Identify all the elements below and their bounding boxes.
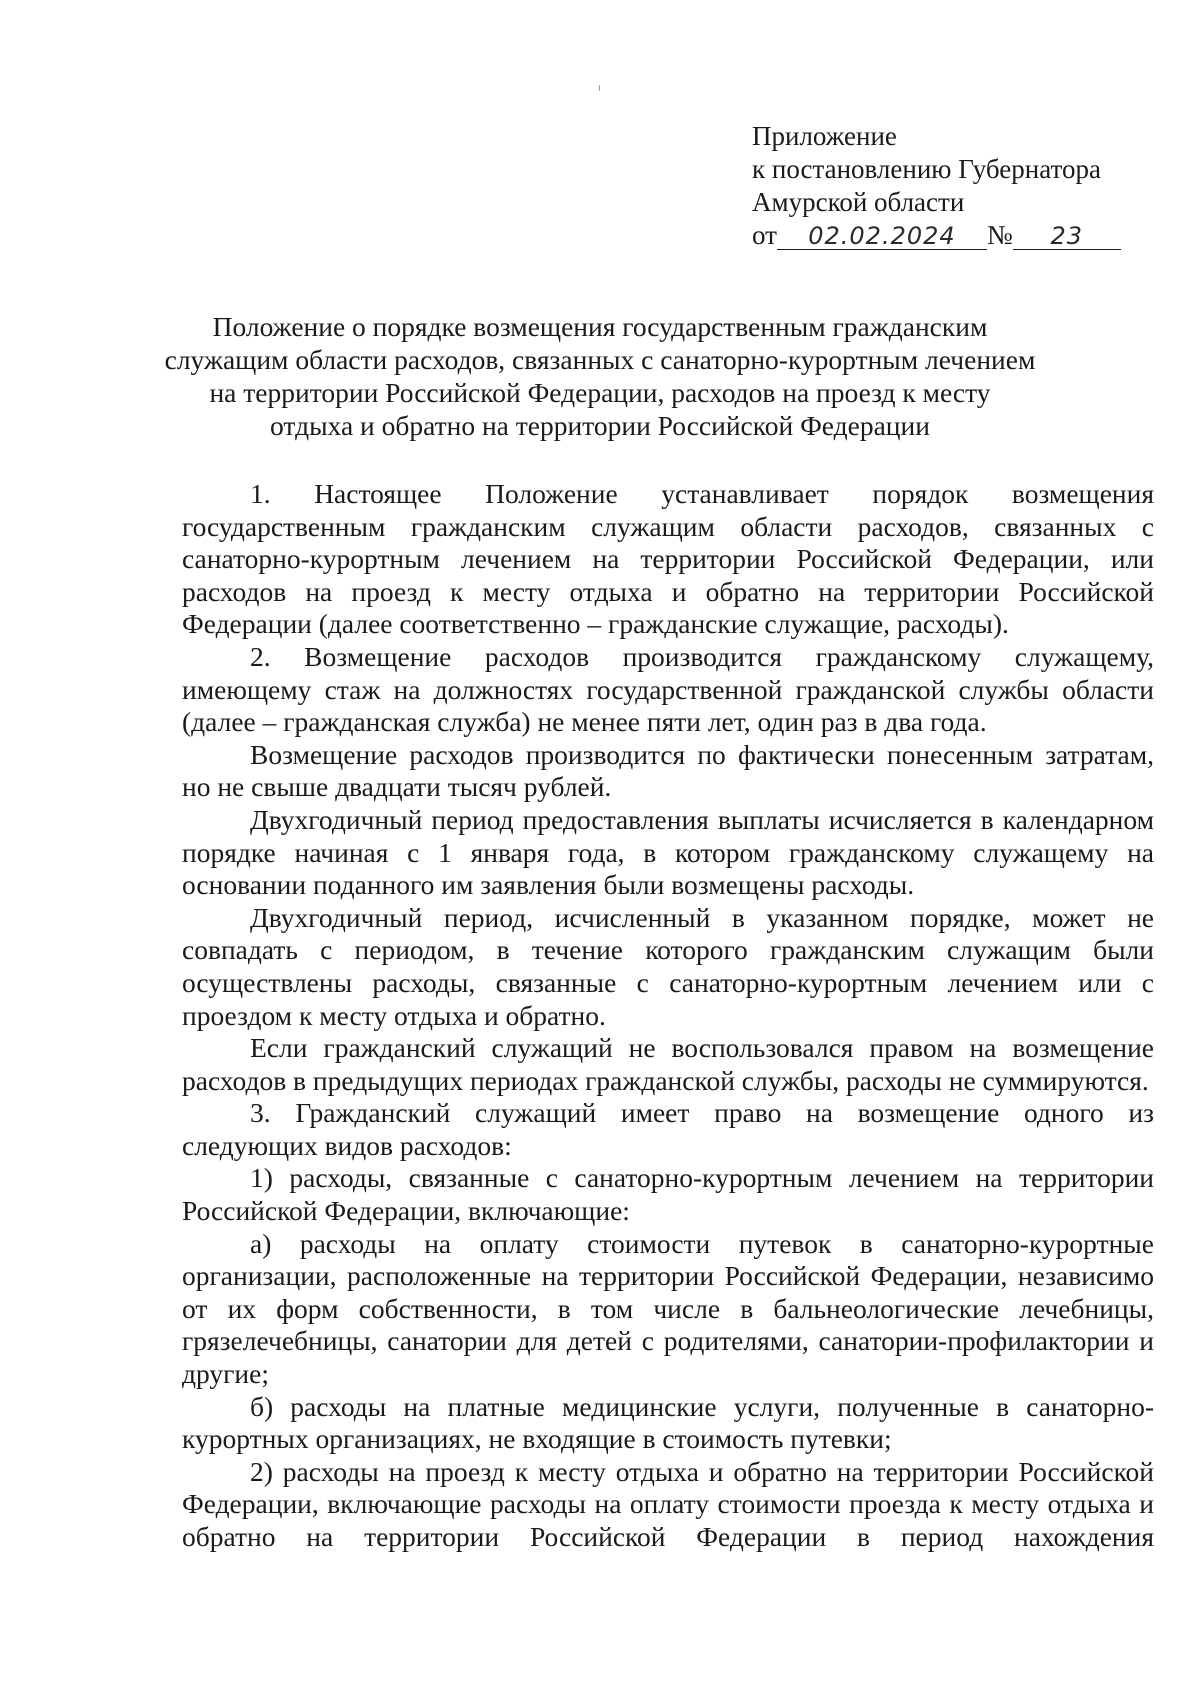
paragraph-3-item-2: 2) расходы на проезд к месту отдыха и обратно на территории Российской Федерации, включающие расходы на оплату стоимости проезда к месту отдыха и обратно на территории Российской Федерации в период нахождения bbox=[182, 1455, 1154, 1552]
paragraph-3-item-1: 1) расходы, связанные с санаторно-курортным лечением на территории Российской Федерации, включающие: bbox=[182, 1162, 1154, 1227]
appendix-label: Приложение bbox=[752, 121, 897, 151]
appendix-region-line: Амурской области bbox=[752, 187, 965, 217]
title-line: служащим области расходов, связанных с санаторно-курортным лечением bbox=[164, 344, 1036, 375]
scan-mark bbox=[599, 85, 600, 91]
handwritten-date: 02.02.2024 bbox=[777, 223, 987, 250]
paragraph-3-item-1a: а) расходы на оплату стоимости путевок в санаторно-курортные организации, расположенные на территории Российской Федерации, независимо от их форм собственности, в том числе в бальнеологические лечебницы, грязелечебницы, санатории для детей с родителями, санатории-профилактории и другие; bbox=[182, 1227, 1154, 1390]
handwritten-number: 23 bbox=[1013, 223, 1121, 250]
appendix-date-number-line bbox=[752, 219, 1121, 252]
paragraph-period-mismatch: Двухгодичный период, исчисленный в указанном порядке, может не совпадать с периодом, в течение которого гражданским служащим были осуществлены расходы, связанные с санаторно-курортным лечением или с проездом к месту отдыха и обратно. bbox=[182, 901, 1154, 1031]
title-line: Положение о порядке возмещения государственным гражданским bbox=[212, 311, 988, 342]
paragraph-1: 1. Настоящее Положение устанавливает порядок возмещения государственным гражданским служащим области расходов, связанных с санаторно-курортным лечением на территории Российской Федерации, или расходов на проезд к месту отдыха и обратно на территории Российской Федерации (далее соответственно – гражданские служащие, расходы). bbox=[182, 478, 1154, 640]
paragraph-3: 3. Гражданский служащий имеет право на возмещение одного из следующих видов расходов: bbox=[182, 1097, 1154, 1161]
paragraph-2: 2. Возмещение расходов производится гражданскому служащему, имеющему стаж на должностях государственной гражданской службы области (далее – гражданская служба) не менее пяти лет, один раз в два года. bbox=[182, 640, 1154, 738]
document-title bbox=[160, 310, 1040, 442]
paragraph-3-item-1b: б) расходы на платные медицинские услуги, полученные в санаторно-курортных организациях, не входящие в стоимость путевки; bbox=[182, 1390, 1154, 1455]
title-line: отдыха и обратно на территории Российской Федерации bbox=[270, 410, 930, 441]
appendix-header bbox=[752, 120, 1121, 252]
title-line: на территории Российской Федерации, расходов на проезд к месту bbox=[209, 377, 991, 408]
number-prefix: № bbox=[986, 220, 1013, 250]
appendix-decree-line: к постановлению Губернатора bbox=[752, 154, 1101, 184]
date-prefix: от bbox=[752, 220, 777, 250]
document-body bbox=[182, 478, 1154, 1554]
paragraph-reimbursement-limit: Возмещение расходов производится по фактически понесенным затратам, но не свыше двадцати тысяч рублей. bbox=[182, 738, 1154, 803]
paragraph-two-year-period: Двухгодичный период предоставления выплаты исчисляется в календарном порядке начиная с 1 января года, в котором гражданскому служащему на основании поданного им заявления были возмещены расходы. bbox=[182, 803, 1154, 901]
paragraph-no-accumulation: Если гражданский служащий не воспользовался правом на возмещение расходов в предыдущих периодах гражданской службы, расходы не суммируются. bbox=[182, 1032, 1154, 1096]
